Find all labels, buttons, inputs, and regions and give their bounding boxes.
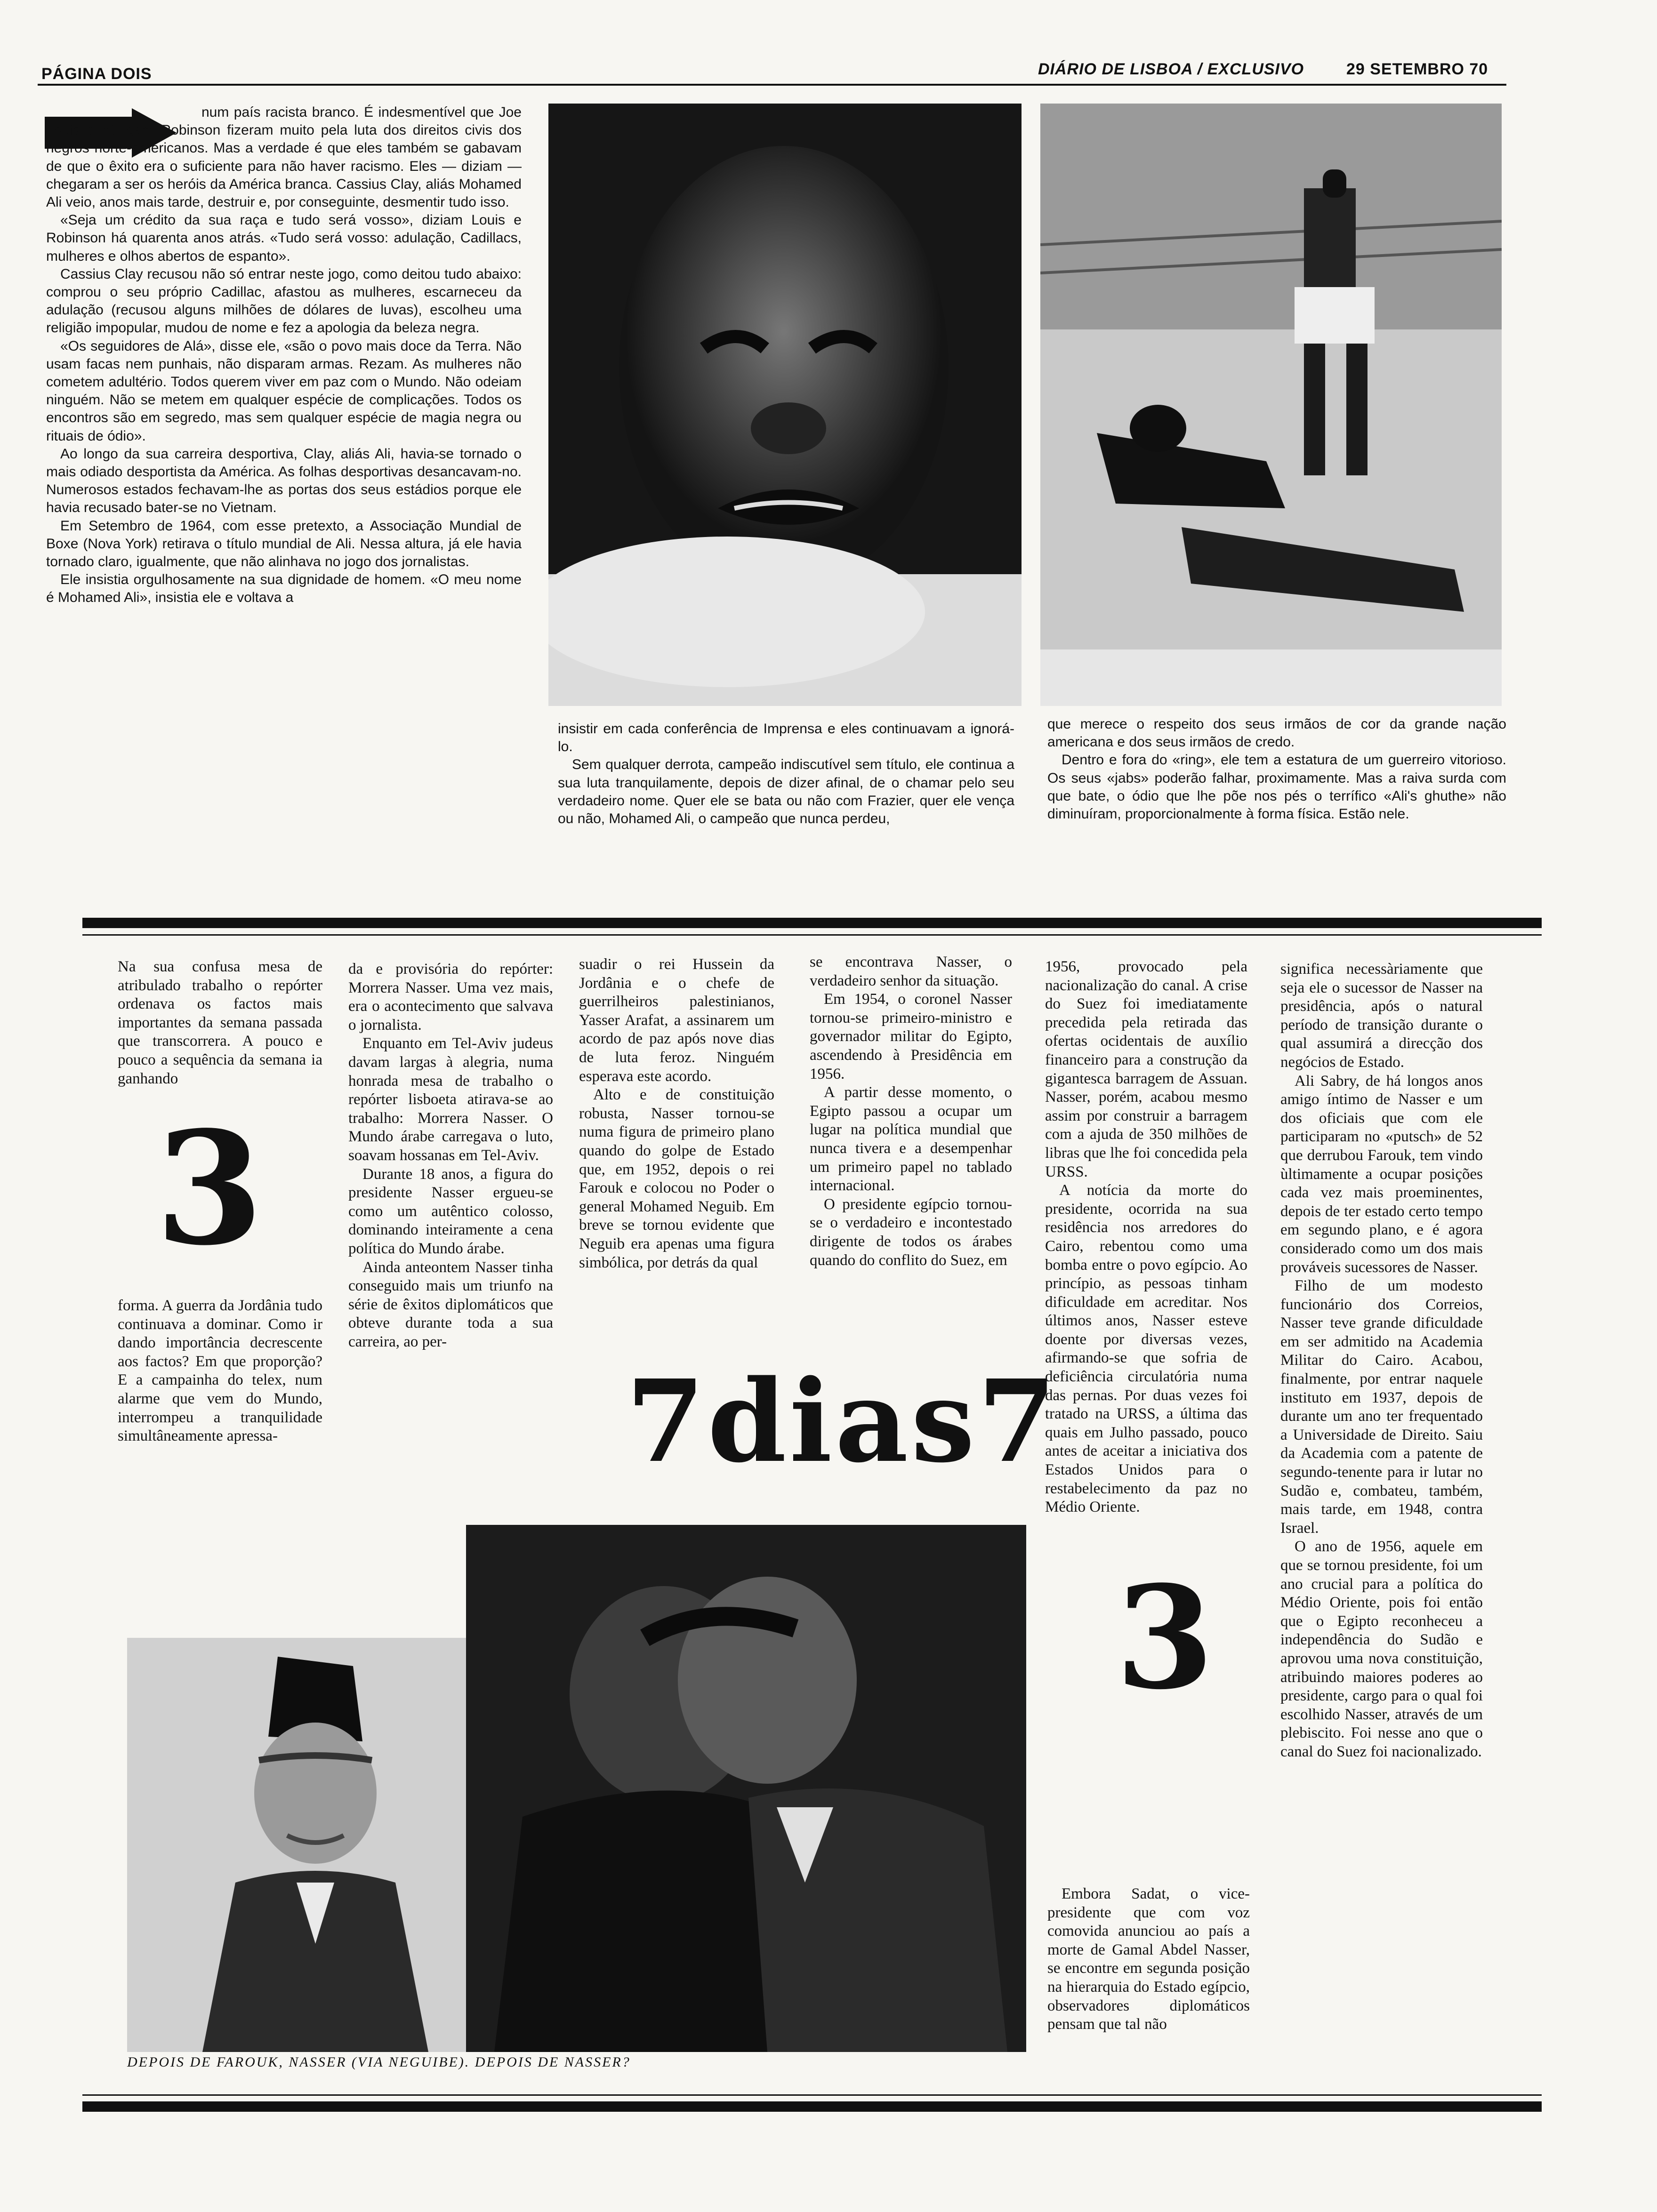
column-b-paragraph: Enquanto em Tel-Aviv judeus davam largas à alegria, numa honrada mesa de trabalho o repórter lisboeta atirava-se ao trabalho: Morrera Nasser. O Mundo árabe carregava o luto, soavam hossanas em Tel-Aviv. (348, 1035, 553, 1164)
page-label: PÁGINA DOIS (41, 65, 152, 83)
column-f-paragraph: Filho de um modesto funcionário dos Correios, Nasser teve grande dificuldade em ser admitido na Academia Militar do Cairo. Acabou, finalmente, por entrar naquele instituto em 1937, depois de durante um ano ter frequentado a Universidade de Direito. Saiu da Academia com a patente de segundo-tenente para ir lutar no Sudão e, combateu, também, mais tarde, em 1948, contra Israel. (1280, 1277, 1483, 1537)
column-1-paragraph: num país racista branco. É indesmentível que Joe Louis e «Sugar» Robinson fizeram muito pela luta dos direitos civis dos negros norte-americanos. Mas a verdade é que eles também se gabavam de que o êxito era o suficiente para não haver racismo. Eles — diziam — chegaram a ser os heróis da América branca. Cassius Clay, aliás Mohamed Ali veio, anos mais tarde, destruir e, por conseguinte, desmentir tudo isso. (46, 104, 522, 210)
column-1-text-intro (46, 104, 522, 211)
column-1-paragraph: Ao longo da sua carreira desportiva, Clay, aliás Ali, havia-se tornado o mais odiado desportista da América. As folhas desportivas desancavam-no. Numerosos estados fechavam-lhe as portas dos seus estádios porque ele havia recusado bater-se no Vietnam. (46, 446, 522, 516)
nasser-column-e (1045, 958, 1247, 1517)
column-1-paragraph: Cassius Clay recusou não só entrar neste jogo, como deitou tudo abaixo: comprou o seu próprio Cadillac, afastou as mulheres, escarneceu da adulação (recusou alguns milhões de dólares de luvas), escolheu uma religião impopular, mudou de nome e fez a apologia da beleza negra. (46, 266, 522, 336)
big-numeral-top: 3 (155, 1097, 264, 1280)
nasser-column-e-bottom: Embora Sadat, o vice-presidente que com voz comovida anunciou ao país a morte de Gamal Abdel Nasser, se encontre em segunda posição na hierarquia do Estado egípcio, observadores diplomáticos pensam que tal não (1047, 1885, 1250, 2033)
column-1-paragraph: Ele insistia orgulhosamente na sua dignidade de homem. «O meu nome é Mohamed Ali», insistia ele e voltava a (46, 572, 522, 606)
farouk-portrait-photo (127, 1638, 471, 2052)
column-3-paragraph: Dentro e fora do «ring», ele tem a estatura de um guerreiro vitorioso. Os seus «jabs» poderão falhar, proximamente. Mas a raiva surda com que bate, o ódio que lhe põe nos pés o terrífico «Ali's ghuthe» não diminuíram, proporcionalmente à forma física. Estão nele. (1047, 752, 1506, 822)
column-d-paragraph: A partir desse momento, o Egipto passou a ocupar um lugar na política mundial que nunca tivera e a desempenhar um primeiro papel no tablado internacional. (810, 1084, 1012, 1194)
column-2-paragraph: Sem qualquer derrota, campeão indiscutível sem título, ele continua a sua luta tranquilamente, depois de dizer afinal, de o chamar pelo seu verdadeiro nome. Quer ele se bata ou não com Frazier, quer ele vença ou não, Mohamed Ali, o campeão que nunca perdeu, (558, 757, 1014, 827)
article-column-1 (46, 104, 522, 607)
column-f-paragraph: significa necessàriamente que seja ele o sucessor de Nasser na presidência, após o natural período de transição durante o qual assumirá a direcção dos negócios de Estado. (1280, 961, 1483, 1071)
photo-caption: DEPOIS DE FAROUK, NASSER (VIA NEGUIBE). DEPOIS DE NASSER? (127, 2054, 631, 2070)
nasser-column-a-bottom: forma. A guerra da Jordânia tudo continuava a dominar. Como ir dando importância decrescente aos factos? Em que proporção? E a campainha do telex, num alarme que vem do Mundo, interrompeu a tranquilidade simultâneamente apressa- (118, 1297, 322, 1445)
column-e-paragraph: 1956, provocado pela nacionalização do canal. A crise do Suez foi imediatamente precedida pela retirada das ofertas ocidentais de auxílio financeiro para a construção da gigantesca barragem de Assuan. Nasser, porém, acabou mesmo assim por construir a barragem com a ajuda de 350 milhões de libras que lhe foi concedida pela URSS. (1045, 958, 1247, 1180)
article-column-3 (1047, 715, 1506, 823)
nasser-column-f (1280, 960, 1483, 1762)
column-1-paragraph: «Seja um crédito da sua raça e tudo será vosso», diziam Louis e Robinson há quarenta anos atrás. «Tudo será vosso: adulação, Cadillacs, mulheres e olhos abertos de espanto». (46, 212, 522, 264)
issue-date: 29 SETEMBRO 70 (1346, 60, 1488, 78)
column-b-paragraph: Durante 18 anos, a figura do presidente Nasser ergueu-se como um autêntico colosso, dominando inteiramente a cena política do Mundo árabe. (348, 1165, 553, 1257)
column-f-paragraph: Ali Sabry, de há longos anos amigo íntimo de Nasser e um dos oficiais que com ele participaram no «putsch» de 52 que derrubou Farouk, tem vindo ùltimamente a ocupar posições cada vez mais proeminentes, depois de ter estado certo tempo em segundo plano, e é agora considerado como um dos mais prováveis sucessores de Nasser. (1280, 1072, 1483, 1276)
column-d-paragraph: se encontrava Nasser, o verdadeiro senhor da situação. (810, 954, 1012, 989)
column-1-paragraph: «Os seguidores de Alá», disse ele, «são o povo mais doce da Terra. Não usam facas nem punhais, não disparam armas. Rezam. As mulheres não cometem adultério. Todos querem viver em paz com o Mundo. Não odeiam ninguém. Não se metem em qualquer espécie de complicações. Todos os encontros são em segredo, mas sem qualquer espécie de magia negra ou rituais de ódio». (46, 338, 522, 444)
article-column-2 (558, 720, 1014, 828)
section-bottom-hairline (82, 2094, 1542, 2096)
section-top-rule (82, 918, 1542, 928)
column-c-paragraph: suadir o rei Hussein da Jordânia e o chefe de guerrilheiros palestinianos, Yasser Arafat, a assinarem um acordo de paz após nove dias de luta feroz. Ninguém esperava este acordo. (579, 956, 774, 1085)
big-numeral-bottom: 3 (1116, 1555, 1214, 1721)
column-d-paragraph: Em 1954, o coronel Nasser tornou-se primeiro-ministro e governador militar do Egipto, ascendendo à Presidência em 1956. (810, 991, 1012, 1082)
column-c-paragraph: Alto e de constituição robusta, Nasser tornou-se numa figura de primeiro plano quando do golpe de Estado que, em 1952, depois o rei Farouk e colocou no Poder o general Mohamed Neguib. Em breve se tornou evidente que Neguib era apenas uma figura simbólica, por detrás da qual (579, 1086, 774, 1271)
section-title: 7dias7 (626, 1355, 1059, 1488)
newspaper-name: DIÁRIO DE LISBOA / EXCLUSIVO (1038, 60, 1304, 78)
column-e-paragraph: A notícia da morte do presidente, ocorrida na sua residência nos arredores do Cairo, rebentou como uma bomba entre o povo egípcio. Ao princípio, as pessoas tinham dificuldade em acreditar. Nos últimos anos, Nasser esteve doente por diversas vezes, afirmando-se que sofria de deficiência circulatória numa das pernas. Por duas vezes foi tratado na URSS, a última das quais em Julho passado, pouco antes de aceitar a iniciativa dos Estados Unidos para o restabelecimento da paz no Médio Oriente. (1045, 1182, 1247, 1516)
nasser-column-b (348, 960, 553, 1351)
ali-portrait-photo (548, 104, 1022, 706)
section-top-hairline (82, 934, 1542, 936)
nasser-column-a-top: Na sua confusa mesa de atribulado trabalho o repórter ordenava os factos mais importantes da semana passada que transcorrera. A pouco e pouco a sequência da semana ia ganhando (118, 958, 322, 1087)
column-1-paragraph: Em Setembro de 1964, com esse pretexto, a Associação Mundial de Boxe (Nova York) retirava o título mundial de Ali. Nessa altura, já ele havia tornado claro, igualmente, que não alinhava no jogo dos jornalistas. (46, 518, 522, 570)
nasser-column-d (810, 953, 1012, 1270)
header-rule (38, 84, 1506, 86)
column-b-paragraph: da e provisória do repórter: Morrera Nasser. Uma vez mais, era o acontecimento que salvava o jornalista. (348, 961, 553, 1034)
nasser-column-c (579, 955, 774, 1272)
boxing-ring-photo (1040, 104, 1502, 706)
column-d-paragraph: O presidente egípcio tornou-se o verdadeiro e incontestado dirigente de todos os árabes quando do conflito do Suez, em (810, 1195, 1012, 1269)
nasser-embrace-photo (466, 1525, 1026, 2052)
column-3-paragraph: que merece o respeito dos seus irmãos de cor da grande nação americana e dos seus irmãos de credo. (1047, 716, 1506, 750)
column-2-paragraph: insistir em cada conferência de Imprensa e eles continuavam a ignorá-lo. (558, 721, 1014, 755)
column-f-paragraph: O ano de 1956, aquele em que se tornou presidente, foi um ano crucial para a política do Médio Oriente, pois foi então que o Egipto reconheceu a independência do Sudão e aprovou uma nova constituição, atribuindo maiores poderes ao presidente, cargo para o qual foi escolhido Nasser, através de um plebiscito. Foi nesse ano que o canal do Suez foi nacionalizado. (1280, 1538, 1483, 1760)
column-b-paragraph: Ainda anteontem Nasser tinha conseguido mais um triunfo na série de êxitos diplomáticos que obteve durante toda a sua carreira, ao per- (348, 1258, 553, 1350)
section-bottom-rule (82, 2101, 1542, 2112)
